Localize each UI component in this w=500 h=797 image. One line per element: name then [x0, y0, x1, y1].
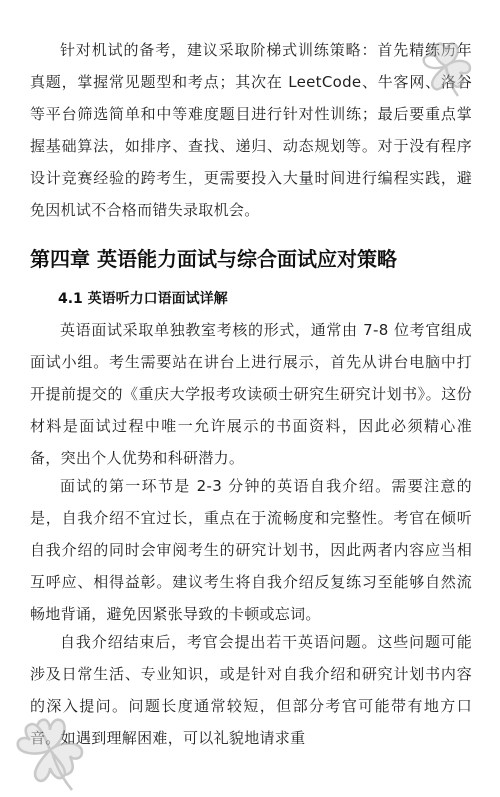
chapter-title: 第四章 英语能力面试与综合面试应对策略: [30, 247, 397, 271]
four-leaf-clover-icon: [10, 712, 90, 794]
paragraph-exam-prep: 针对机试的备考，建议采取阶梯式训练策略：首先精练历年真题，掌握常见题型和考点；其次在 LeetCode、牛客网、洛谷等平台筛选简单和中等难度题目进行针对性训练；最后要重点掌握基础算法，如排序、查找、递归、动态规划等。对于没有程序设计竞赛经验的跨考生，更需要投入大量时间进行编程实践，避免因机试不合格而错失录取机会。: [30, 41, 472, 219]
section-title: 4.1 英语听力口语面试详解: [58, 291, 228, 307]
paragraph-self-introduction: 面试的第一环节是 2-3 分钟的英语自我介绍。需要注意的是，自我介绍不宜过长，重点在于流畅度和完整性。考官在倾听自我介绍的同时会审阅考生的研究计划书，因此两者内容应当相互呼应、相得益彰。建议考生将自我介绍反复练习至能够自然流畅地背诵，避免因紧张导致的卡顿或忘词。: [30, 477, 472, 623]
paragraph-english-questions: 自我介绍结束后，考官会提出若干英语问题。这些问题可能涉及日常生活、专业知识，或是针对自我介绍和研究计划书内容的深入提问。问题长度通常较短，但部分考官可能带有地方口音。如遇到理解困难，可以礼貌地请求重: [30, 633, 472, 747]
four-leaf-clover-icon: [418, 38, 474, 98]
paragraph-english-interview: 英语面试采取单独教室考核的形式，通常由 7-8 位考官组成面试小组。考生需要站在讲台上进行展示，首先从讲台电脑中打开提前提交的《重庆大学报考攻读硕士研究生研究计划书》。这份材料是面试过程中唯一允许展示的书面资料，因此必须精心准备，突出个人优势和科研潜力。: [30, 321, 472, 467]
